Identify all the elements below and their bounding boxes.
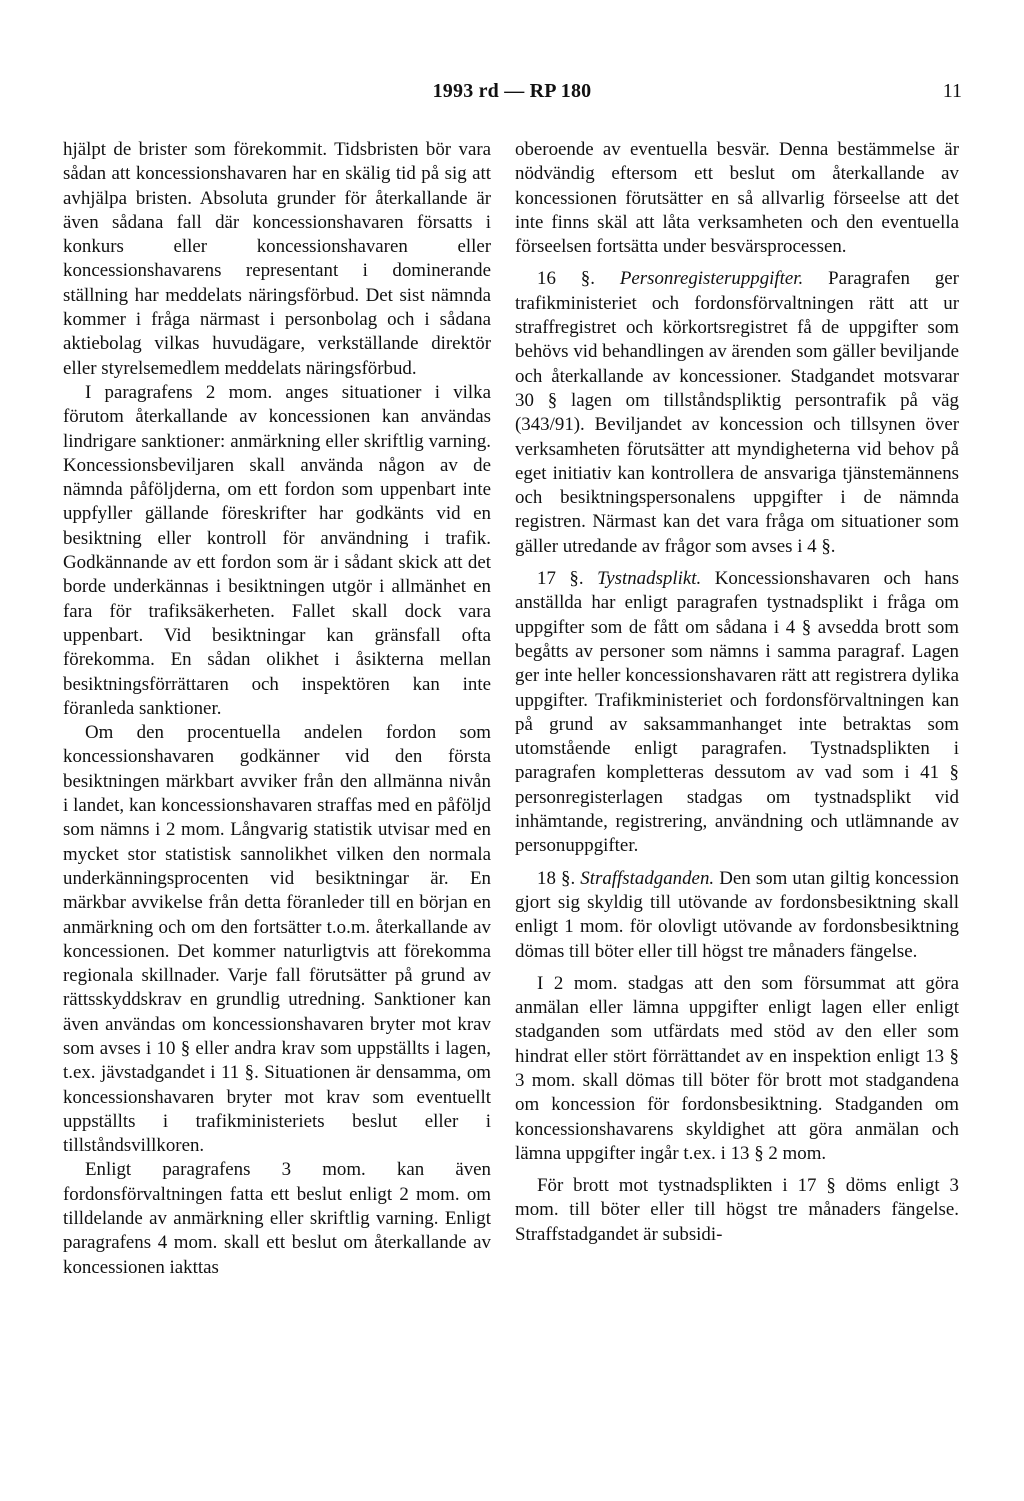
section-title: Tystnadsplikt. bbox=[597, 568, 702, 590]
section-text: Koncessionshavaren och hans anställda har enligt paragrafen tystnadsplikt i fråga om uppgifter som de fått om sådana i 4 § avsedda brott som begåtts av personer som nämns i samma paragraf. Lagen ger inte heller koncessionshavaren rätt att registrera dylika uppgifter. Trafikministeriet och fordonsförvaltningen kan på grund av saksammanhanget inte betraktas som utomstående enligt paragrafen. Tystnadsplikten i paragrafen kompletteras dessutom av vad som i 41 § personregisterlagen stadgas om tystnadsplikt vid inhämtande, registrering, användning och utlämnande av personuppgifter. bbox=[515, 568, 960, 857]
section-title: Straffstadganden. bbox=[580, 867, 715, 889]
page-header bbox=[0, 80, 1024, 110]
right-column bbox=[515, 138, 959, 1247]
section-16 bbox=[515, 267, 959, 559]
paragraph: För brott mot tystnadsplikten i 17 § döms enligt 3 mom. till böter eller till högst tre månaders fängelse. Straffstadgandet är subsidi- bbox=[515, 1175, 959, 1245]
left-column bbox=[63, 138, 491, 1280]
section-text: Paragrafen ger trafikministeriet och fordonsförvaltningen rätt att ur straffregistret och körkortsregistret få de uppgifter som behövs vid behandlingen av ärenden som gäller beviljande och återkallande av koncessioner. Stadgandet motsvarar 30 § lagen om tillståndspliktig persontrafik på väg (343/91). Beviljandet av koncession och tillsynen över verksamheten förutsätter att myndigheterna vid behov på eget initiativ kan kontrollera de ansvariga tjänstemännens och besiktningspersonalens uppgifter i de nämnda registren. Närmast kan det vara fråga om situationer som gäller utredande av frågor som avses i 4 §. bbox=[515, 268, 959, 557]
paragraph: oberoende av eventuella besvär. Denna bestämmelse är nödvändig eftersom ett beslut om återkallande av koncessionen förutsätter en så allvarlig förseelse att det inte finns skäl att låta verksamheten och den eventuella förseelsen fortsätta under besvärsprocessen. bbox=[515, 139, 959, 258]
running-head: 1993 rd — RP 180 bbox=[432, 80, 592, 102]
section-number: 16 §. bbox=[537, 268, 595, 290]
section-title: Personregisteruppgifter. bbox=[619, 268, 804, 290]
paragraph: Om den procentuella andelen fordon som koncessionshavaren godkänner vid den första besiktningen märkbart avviker från den allmänna nivån i landet, kan koncessionshavaren straffas med en påföljd som nämns i 2 mom. Långvarig statistik utvisar med en mycket stor statistisk sannolikhet vilken den normala underkänningsprocenten vid besiktningar är. En märkbar avvikelse från detta föranleder till en början en anmärkning och om den fortsätter t.o.m. återkallande av koncessionen. Det kommer naturligtvis att förekomma regionala skillnader. Varje fall förutsätter på grund av rättsskyddskrav en grundlig utredning. Sanktioner kan även användas om koncessionshavaren bryter mot krav som avses i 10 § eller andra krav som uppställts i lagen, t.ex. jävstadgandet i 11 §. Situationen är densamma, om koncessionshavaren bryter mot krav som eventuellt uppställts i trafikministeriets beslut eller i tillståndsvillkoren. bbox=[63, 722, 491, 1157]
paragraph: Enligt paragrafens 3 mom. kan även fordonsförvaltningen fatta ett beslut enligt 2 mom. om tilldelande av anmärkning eller skriftlig varning. Enligt paragrafens 4 mom. skall ett beslut om återkallande av koncessionen iakttas bbox=[63, 1159, 491, 1278]
paragraph: hjälpt de brister som förekommit. Tidsbristen bör vara sådan att koncessionshavaren har en skälig tid på sig att avhjälpa bristen. Absoluta grunder för återkallande är även sådana fall där koncessionshavaren försatts i konkurs eller koncessionshavaren eller koncessionshavarens representant i dominerande ställning har meddelats näringsförbud. Det sist nämnda kommer i fråga närmast i personbolag och i sådana aktiebolag vilkas huvudägare, verkställande direktör eller styrelsemedlem meddelats näringsförbud. bbox=[63, 139, 491, 379]
paragraph: I paragrafens 2 mom. anges situationer i vilka förutom återkallande av koncessionen kan användas lindrigare sanktioner: anmärkning eller skriftlig varning. Koncessionsbeviljaren skall använda någon av de nämnda påföljderna, om ett fordon som uppenbart inte uppfyller gällande föreskrifter har godkänts vid en besiktning eller kontroll för användning i trafik. Godkännande av ett fordon som är i sådant skick att det borde underkännas i besiktningen utgör i allmänhet en fara för trafiksäkerheten. Fallet skall dock vara uppenbart. Vid besiktningar kan gränsfall ofta förekomma. En sådan olikhet i åsikterna mellan besiktningsförrättaren och inspektören kan inte föranleda sanktioner. bbox=[63, 381, 491, 719]
page-number: 11 bbox=[942, 80, 962, 102]
section-18 bbox=[515, 867, 959, 964]
section-17 bbox=[515, 567, 959, 859]
section-number: 18 §. bbox=[537, 867, 576, 889]
paragraph: I 2 mom. stadgas att den som försummat att göra anmälan eller lämna uppgifter enligt lagen eller enligt stadganden som utfärdats med stöd av den eller som hindrat eller stört förrättandet av en inspektion enligt 13 § 3 mom. skall dömas till böter för brott mot stadgandena om koncession för fordonsbesiktning. Stadganden om koncessionshavarens skyldighet att göra anmälan och lämna uppgifter ingår t.ex. i 13 § 2 mom. bbox=[515, 972, 959, 1164]
section-number: 17 §. bbox=[537, 568, 584, 590]
section-text: Den som utan giltig koncession gjort sig skyldig till utövande av fordonsbesiktning skall enligt 1 mom. för olovligt utövande av fordonsbesiktning dömas till böter eller till högst tre månaders fängelse. bbox=[515, 867, 959, 962]
